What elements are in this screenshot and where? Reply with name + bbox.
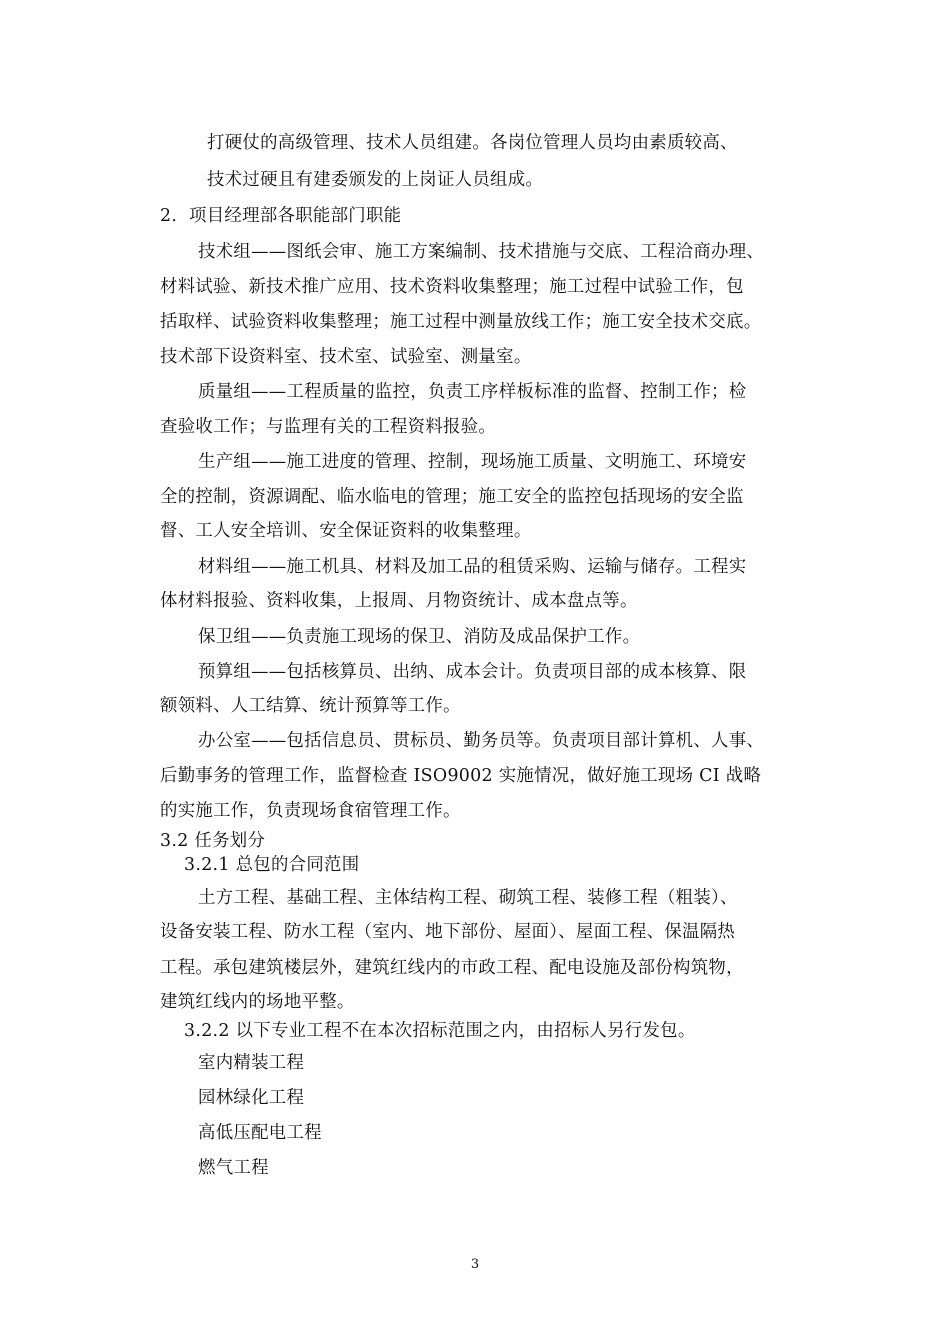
paragraph-line: 体材料报验、资料收集，上报周、月物资统计、成本盘点等。: [160, 591, 638, 611]
paragraph-line: 材料组——施工机具、材料及加工品的租赁采购、运输与储存。工程实: [198, 557, 747, 577]
subsection-heading: 3.2.1 总包的合同范围: [184, 855, 360, 875]
paragraph-line: 土方工程、基础工程、主体结构工程、砌筑工程、装修工程（粗装）、: [198, 888, 738, 908]
list-item: 园林绿化工程: [198, 1088, 305, 1108]
section-heading: 3.2 任务划分: [160, 831, 266, 851]
paragraph-line: 查验收工作；与监理有关的工程资料报验。: [160, 417, 497, 437]
paragraph-line: 后勤事务的管理工作，监督检查 ISO9002 实施情况，做好施工现场 CI 战略: [160, 766, 762, 786]
paragraph-line: 工程。承包建筑楼层外，建筑红线内的市政工程、配电设施及部份构筑物，: [160, 958, 744, 978]
paragraph-line: 办公室——包括信息员、贯标员、勤务员等。负责项目部计算机、人事、: [198, 731, 765, 751]
paragraph-line: 打硬仗的高级管理、技术人员组建。各岗位管理人员均由素质较高、: [207, 133, 738, 153]
paragraph-line: 技术过硬且有建委颁发的上岗证人员组成。: [207, 170, 544, 190]
paragraph-line: 生产组——施工进度的管理、控制，现场施工质量、文明施工、环境安: [198, 452, 747, 472]
paragraph-line: 材料试验、新技术推广应用、技术资料收集整理；施工过程中试验工作，包: [160, 277, 744, 297]
paragraph-line: 督、工人安全培训、安全保证资料的收集整理。: [160, 521, 532, 541]
list-item: 高低压配电工程: [198, 1123, 322, 1143]
paragraph-line: 技术组——图纸会审、施工方案编制、技术措施与交底、工程洽商办理、: [198, 242, 765, 262]
paragraph-line: 技术部下设资料室、技术室、试验室、测量室。: [160, 347, 532, 367]
paragraph-line: 括取样、试验资料收集整理；施工过程中测量放线工作；施工安全技术交底。: [160, 312, 762, 332]
paragraph-line: 额领料、人工结算、统计预算等工作。: [160, 696, 461, 716]
section-heading: 2．项目经理部各职能部门职能: [160, 206, 402, 226]
paragraph-line: 建筑红线内的场地平整。: [160, 992, 355, 1012]
paragraph-line: 预算组——包括核算员、出纳、成本会计。负责项目部的成本核算、限: [198, 662, 747, 682]
paragraph-line: 设备安装工程、防水工程（室内、地下部份、屋面）、屋面工程、保温隔热: [160, 922, 736, 942]
page-number: 3: [470, 1257, 480, 1272]
paragraph-line: 的实施工作，负责现场食宿管理工作。: [160, 801, 461, 821]
paragraph-line: 质量组——工程质量的监控，负责工序样板标准的监督、控制工作；检: [198, 382, 747, 402]
list-item: 燃气工程: [198, 1158, 269, 1178]
subsection-heading: 3.2.2 以下专业工程不在本次招标范围之内，由招标人另行发包。: [184, 1021, 696, 1041]
paragraph-line: 保卫组——负责施工现场的保卫、消防及成品保护工作。: [198, 627, 641, 647]
paragraph-line: 全的控制，资源调配、临水临电的管理；施工安全的监控包括现场的安全监: [160, 487, 744, 507]
list-item: 室内精装工程: [198, 1053, 305, 1073]
